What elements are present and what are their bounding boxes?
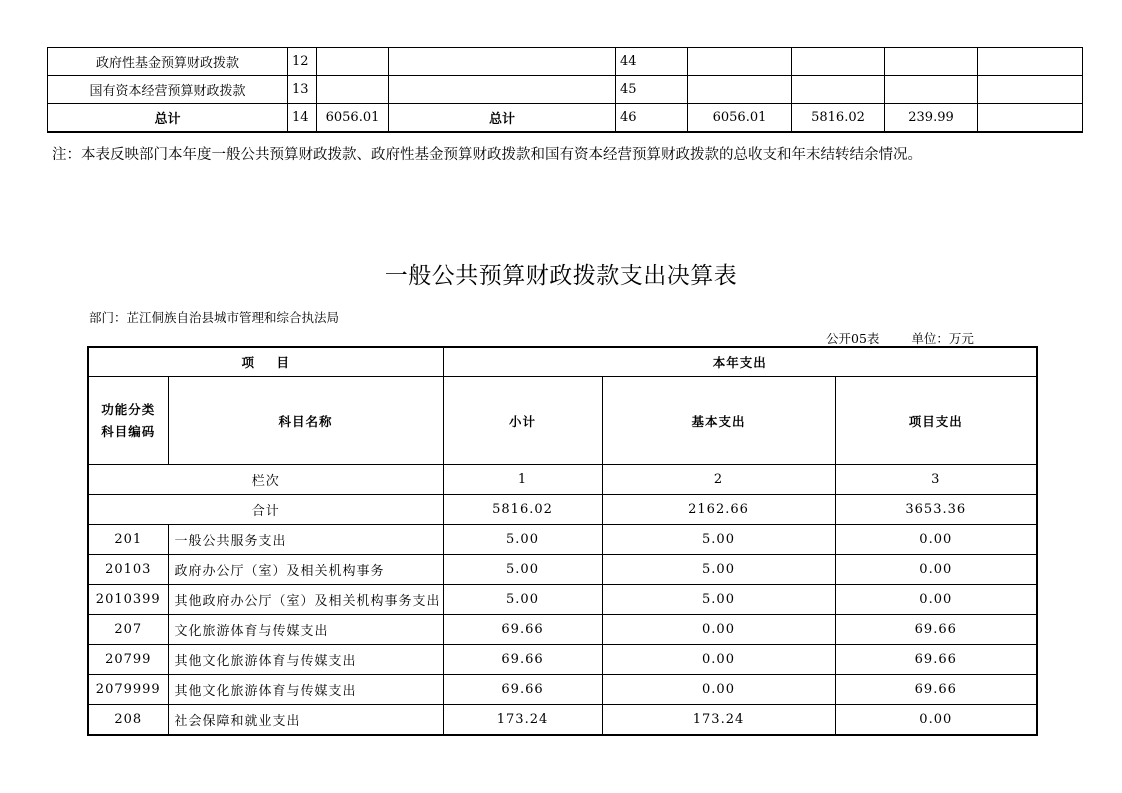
subtotal-cell: 69.66 bbox=[443, 615, 602, 645]
table-row bbox=[88, 585, 1037, 615]
basic-cell: 173.24 bbox=[602, 705, 835, 736]
code-cell: 20103 bbox=[88, 555, 168, 585]
expenditure-table bbox=[87, 346, 1038, 736]
column-no: 2 bbox=[602, 465, 835, 495]
row-number: 14 bbox=[288, 104, 317, 133]
total-basic: 2162.66 bbox=[602, 495, 835, 525]
total-cell bbox=[688, 48, 792, 76]
header-item: 项 目 bbox=[88, 347, 443, 377]
column-no: 3 bbox=[835, 465, 1037, 495]
extra-cell bbox=[978, 76, 1083, 104]
project-cell: 0.00 bbox=[835, 525, 1037, 555]
project-cell: 69.66 bbox=[835, 675, 1037, 705]
project-cell: 69.66 bbox=[835, 645, 1037, 675]
project-cell: 239.99 bbox=[885, 104, 978, 133]
total-label: 合计 bbox=[88, 495, 443, 525]
table-row bbox=[88, 525, 1037, 555]
header-current-year: 本年支出 bbox=[443, 347, 1037, 377]
amount-cell bbox=[317, 48, 389, 76]
table-note: 注：本表反映部门本年度一般公共预算财政拨款、政府性基金预算财政拨款和国有资本经营预算财政拨款的总收支和年末结转结余情况。 bbox=[52, 147, 922, 163]
total-row bbox=[88, 495, 1037, 525]
name-cell: 政府办公厅（室）及相关机构事务 bbox=[168, 555, 443, 585]
table-row bbox=[88, 645, 1037, 675]
project-cell bbox=[885, 48, 978, 76]
row-number: 13 bbox=[288, 76, 317, 104]
subtotal-cell: 69.66 bbox=[443, 645, 602, 675]
subtotal-cell: 69.66 bbox=[443, 675, 602, 705]
header-code: 功能分类 科目编码 bbox=[88, 377, 168, 465]
basic-cell: 5.00 bbox=[602, 585, 835, 615]
project-cell: 69.66 bbox=[835, 615, 1037, 645]
total-cell bbox=[688, 76, 792, 104]
department-label: 部门：芷江侗族自治县城市管理和综合执法局 bbox=[89, 310, 340, 325]
basic-cell: 0.00 bbox=[602, 675, 835, 705]
amount-cell bbox=[317, 76, 389, 104]
subtotal-cell: 173.24 bbox=[443, 705, 602, 736]
subtotal-cell: 5.00 bbox=[443, 525, 602, 555]
header-subtotal: 小计 bbox=[443, 377, 602, 465]
project-cell bbox=[885, 76, 978, 104]
code-cell: 2010399 bbox=[88, 585, 168, 615]
name-cell: 其他文化旅游体育与传媒支出 bbox=[168, 675, 443, 705]
name-cell: 其他文化旅游体育与传媒支出 bbox=[168, 645, 443, 675]
project-cell: 0.00 bbox=[835, 585, 1037, 615]
table-row bbox=[48, 76, 1083, 104]
table-row bbox=[88, 615, 1037, 645]
right-label-cell bbox=[389, 48, 616, 76]
name-cell: 文化旅游体育与传媒支出 bbox=[168, 615, 443, 645]
basic-cell: 0.00 bbox=[602, 615, 835, 645]
header-basic: 基本支出 bbox=[602, 377, 835, 465]
subtotal-cell: 5.00 bbox=[443, 555, 602, 585]
table-number: 公开05表 bbox=[826, 331, 880, 346]
name-cell: 一般公共服务支出 bbox=[168, 525, 443, 555]
page-title: 一般公共预算财政拨款支出决算表 bbox=[384, 263, 738, 289]
code-cell: 2079999 bbox=[88, 675, 168, 705]
code-cell: 201 bbox=[88, 525, 168, 555]
basic-cell: 5.00 bbox=[602, 525, 835, 555]
basic-cell: 5.00 bbox=[602, 555, 835, 585]
row-label: 国有资本经营预算财政拨款 bbox=[48, 76, 288, 104]
right-label-cell: 总计 bbox=[389, 104, 616, 133]
extra-cell bbox=[978, 104, 1083, 133]
project-cell: 0.00 bbox=[835, 705, 1037, 736]
column-number-row bbox=[88, 465, 1037, 495]
header-project: 项目支出 bbox=[835, 377, 1037, 465]
right-row-number: 45 bbox=[616, 76, 688, 104]
code-cell: 207 bbox=[88, 615, 168, 645]
project-cell: 0.00 bbox=[835, 555, 1037, 585]
table-row bbox=[88, 555, 1037, 585]
income-expense-summary-table bbox=[47, 47, 1083, 133]
basic-cell bbox=[792, 48, 885, 76]
basic-cell: 5816.02 bbox=[792, 104, 885, 133]
total-project: 3653.36 bbox=[835, 495, 1037, 525]
unit-label: 单位：万元 bbox=[911, 331, 974, 346]
column-no: 1 bbox=[443, 465, 602, 495]
right-label-cell bbox=[389, 76, 616, 104]
name-cell: 社会保障和就业支出 bbox=[168, 705, 443, 736]
table-row bbox=[48, 48, 1083, 76]
table-row-total bbox=[48, 104, 1083, 133]
amount-cell: 6056.01 bbox=[317, 104, 389, 133]
header-row bbox=[88, 347, 1037, 377]
subtotal-cell: 5.00 bbox=[443, 585, 602, 615]
table-meta bbox=[826, 329, 974, 347]
code-cell: 208 bbox=[88, 705, 168, 736]
column-label: 栏次 bbox=[88, 465, 443, 495]
right-row-number: 46 bbox=[616, 104, 688, 133]
basic-cell: 0.00 bbox=[602, 645, 835, 675]
row-number: 12 bbox=[288, 48, 317, 76]
right-row-number: 44 bbox=[616, 48, 688, 76]
extra-cell bbox=[978, 48, 1083, 76]
row-label: 总计 bbox=[48, 104, 288, 133]
name-cell: 其他政府办公厅（室）及相关机构事务支出 bbox=[168, 585, 443, 615]
table-row bbox=[88, 705, 1037, 736]
code-cell: 20799 bbox=[88, 645, 168, 675]
subheader-row bbox=[88, 377, 1037, 465]
header-name: 科目名称 bbox=[168, 377, 443, 465]
row-label: 政府性基金预算财政拨款 bbox=[48, 48, 288, 76]
basic-cell bbox=[792, 76, 885, 104]
table-row bbox=[88, 675, 1037, 705]
total-cell: 6056.01 bbox=[688, 104, 792, 133]
total-subtotal: 5816.02 bbox=[443, 495, 602, 525]
